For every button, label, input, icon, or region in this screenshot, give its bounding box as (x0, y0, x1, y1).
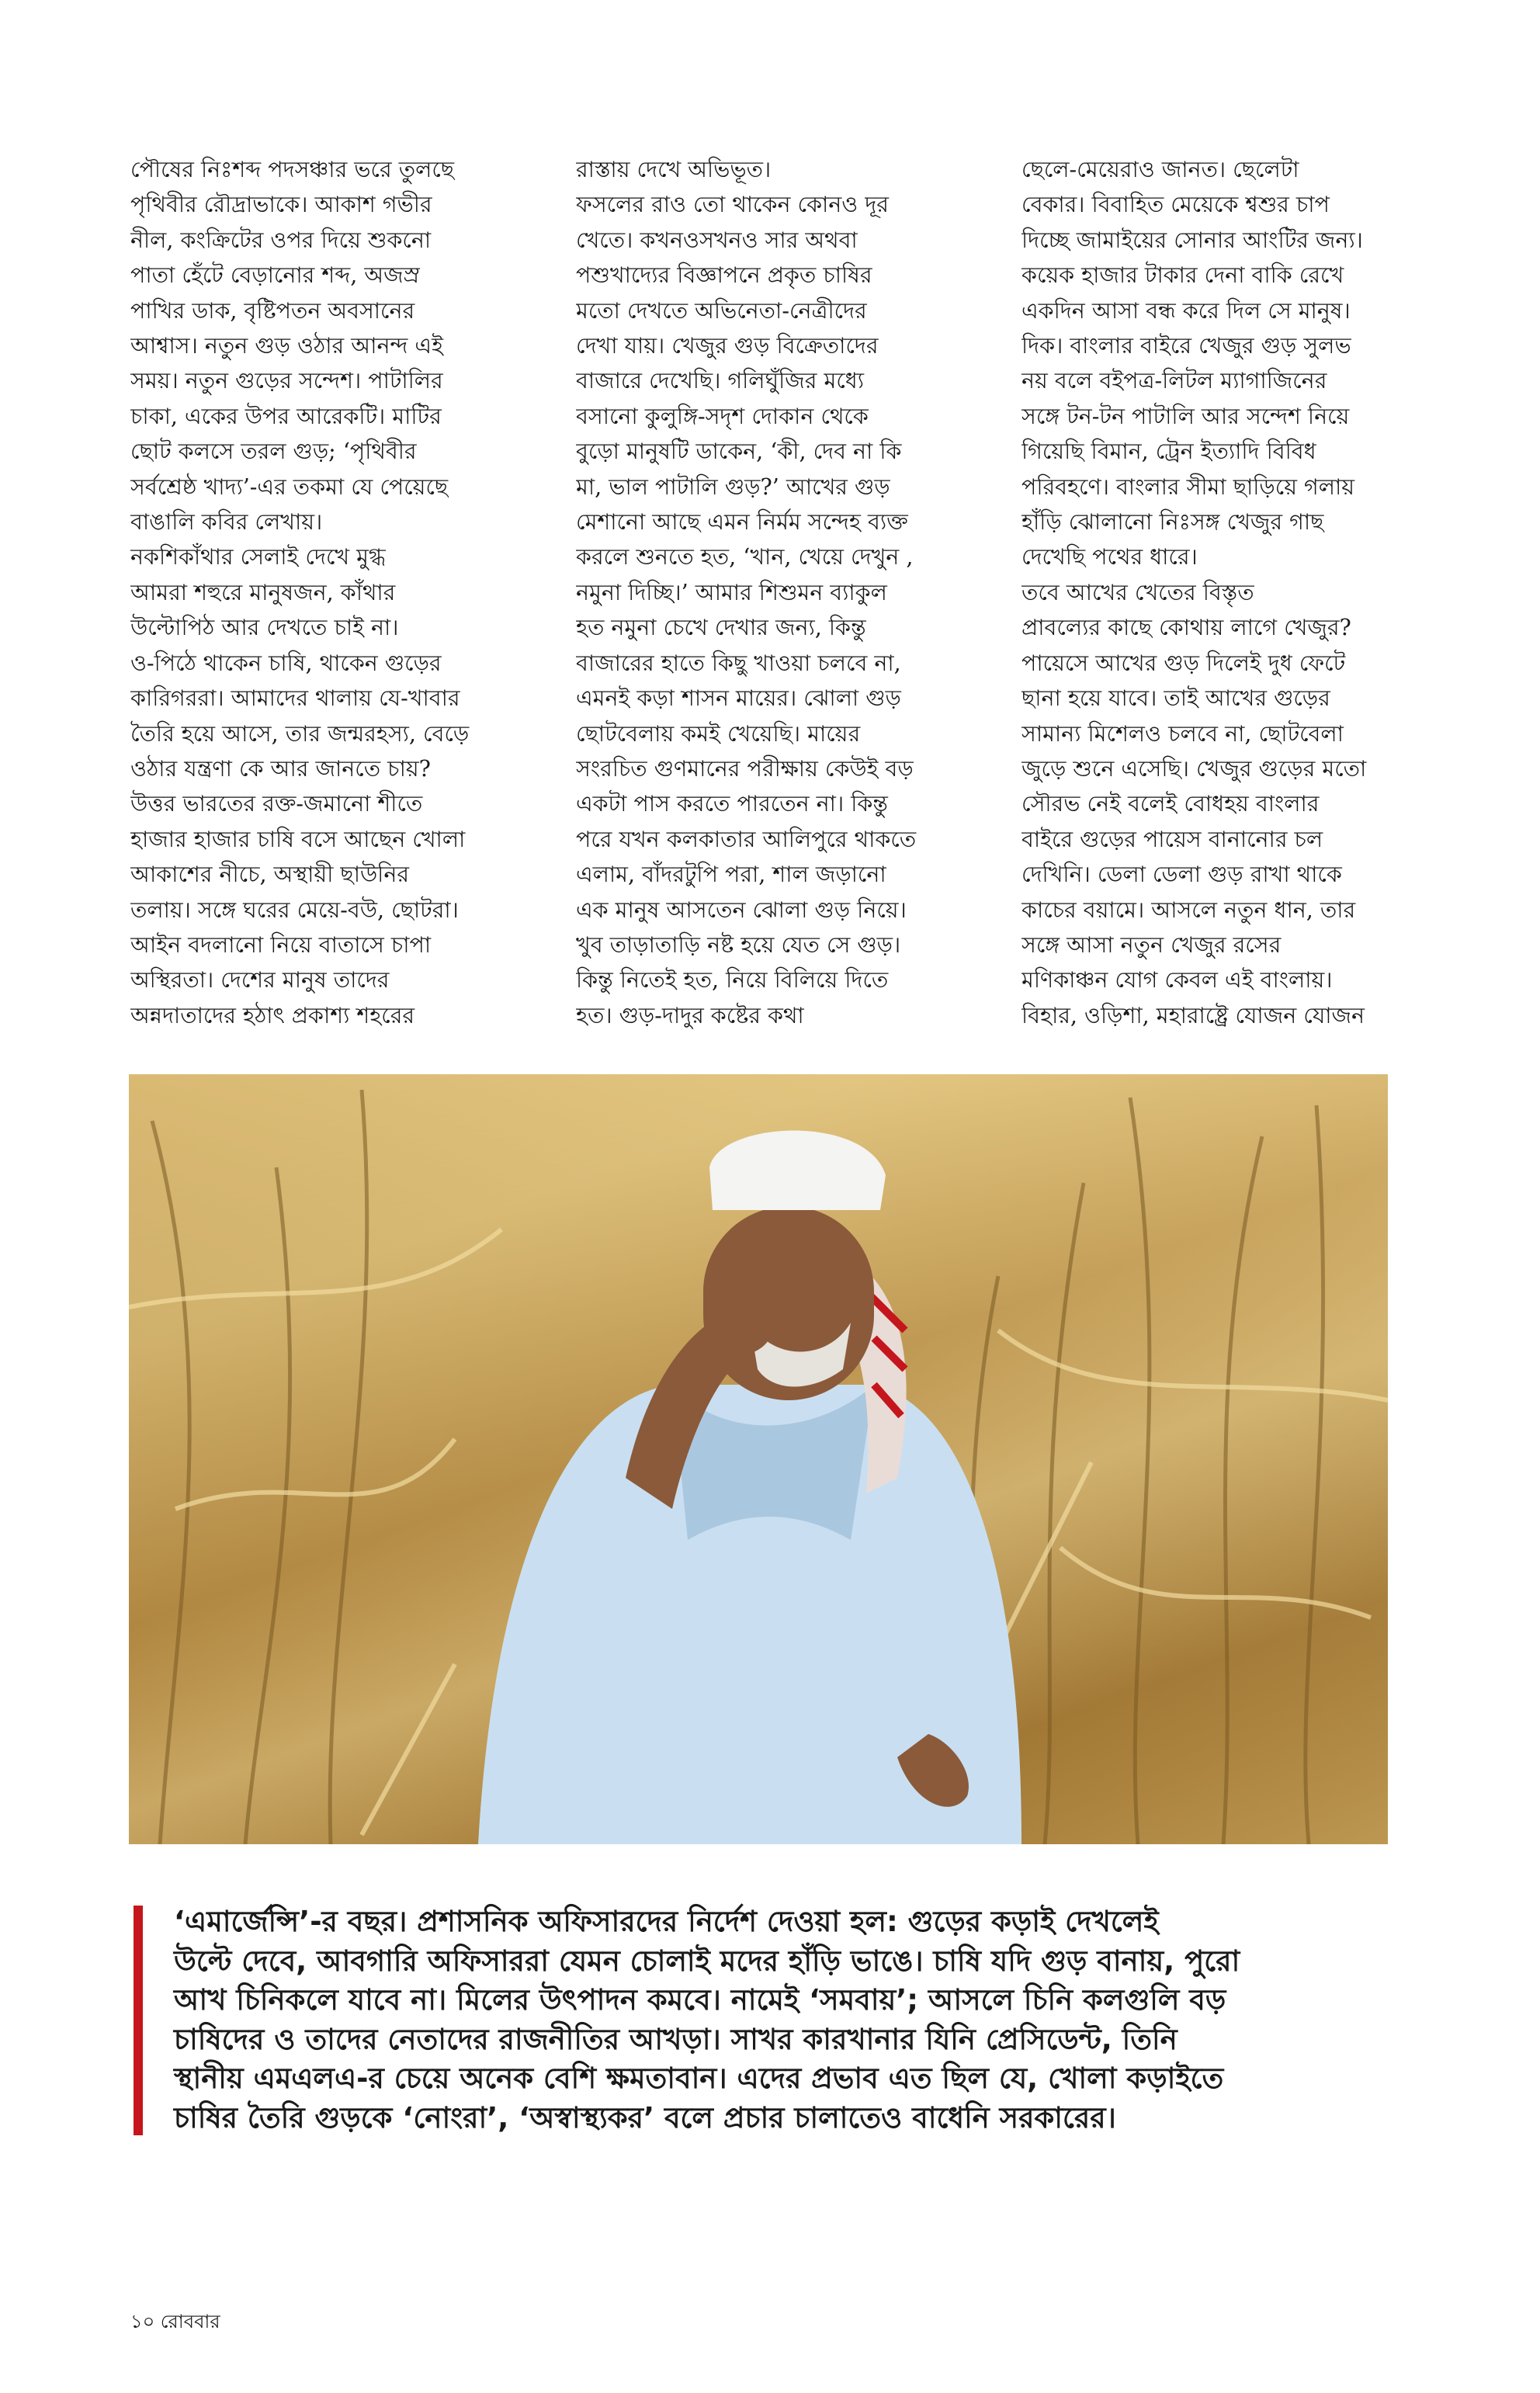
article-column-3 (1021, 152, 1410, 1037)
pull-quote-accent-bar (134, 1906, 143, 2135)
pull-quote-line: চাষিদের ও তাদের নেতাদের রাজনীতির আখড়া। সাখর কারখানার যিনি প্রেসিডেন্ট, তিনি (174, 2022, 1178, 2056)
column-1-line: ছোট কলসে তরল গুড়; ‘পৃথিবীর (130, 439, 417, 465)
column-1-line: ও-পিঠে থাকেন চাষি, থাকেন গুড়ের (130, 650, 442, 676)
column-3-line: সঙ্গে টন-টন পাটালি আর সন্দেশ নিয়ে (1021, 403, 1350, 429)
column-3-line: কাচের বয়ামে। আসলে নতুন ধান, তার (1021, 897, 1356, 923)
column-3-line: দিক। বাংলার বাইরে খেজুর গুড় সুলভ (1021, 333, 1351, 359)
column-3-line: তবে আখের খেতের বিস্তৃত (1021, 579, 1254, 605)
column-1-line: আইন বদলানো নিয়ে বাতাসে চাপা (130, 931, 432, 958)
column-3-line: কয়েক হাজার টাকার দেনা বাকি রেখে (1021, 262, 1344, 289)
column-1-line: পৃথিবীর রৌদ্রাভাকে। আকাশ গভীর (130, 192, 432, 218)
column-3-line: বাইরে গুড়ের পায়েস বানানোর চল (1021, 826, 1323, 852)
column-3-line: ছানা হয়ে যাবে। তাই আখের গুড়ের (1021, 685, 1330, 712)
column-3-line: জুড়ে শুনে এসেছি। খেজুর গুড়ের মতো (1021, 755, 1367, 782)
column-2-line: পরে যখন কলকাতার আলিপুরে থাকতে (576, 826, 917, 852)
column-2-line: বাজারের হাতে কিছু খাওয়া চলবে না, (576, 650, 901, 676)
column-1-line: পাতা হেঁটে বেড়ানোর শব্দ, অজস্র (130, 262, 420, 289)
pull-quote-line: আখ চিনিকলে যাবে না। মিলের উৎপাদন কমবে। নামেই ‘সমবায়’; আসলে চিনি কলগুলি বড় (174, 1983, 1226, 2017)
column-1-line: ওঠার যন্ত্রণা কে আর জানতে চায়? (130, 755, 431, 782)
pull-quote (134, 1906, 1406, 2138)
column-2-line: নমুনা দিচ্ছি।’ আমার শিশুমন ব্যাকুল (576, 579, 887, 605)
column-1-line: উত্তর ভারতের রক্ত-জমানো শীতে (130, 791, 423, 817)
column-2-line: মতো দেখতে অভিনেতা-নেত্রীদের (576, 297, 867, 324)
page-footer (130, 2309, 220, 2334)
column-1-line: নকশিকাঁথার সেলাই দেখে মুগ্ধ (130, 544, 386, 571)
column-3-line: গিয়েছি বিমান, ট্রেন ইত্যাদি বিবিধ (1021, 439, 1316, 465)
column-1-line: সময়। নতুন গুড়ের সন্দেশ। পাটালির (130, 368, 443, 394)
column-3-line: দিচ্ছে জামাইয়ের সোনার আংটির জন্য। (1021, 227, 1363, 253)
column-1-line: তলায়। সঙ্গে ঘরের মেয়ে-বউ, ছোটরা। (130, 897, 459, 923)
pull-quote-text (174, 1902, 1408, 2138)
column-2-line: একটা পাস করতে পারতেন না। কিন্তু (576, 791, 888, 817)
column-2-line: মা, ভাল পাটালি গুড়?’ আখের গুড় (576, 473, 890, 500)
column-3-line: বিহার, ওড়িশা, মহারাষ্ট্রে যোজন যোজন (1021, 1002, 1365, 1028)
column-3-line: বেকার। বিবাহিত মেয়েকে শ্বশুর চাপ (1021, 192, 1330, 218)
column-1-line: চাকা, একের উপর আরেকটি। মাটির (130, 403, 442, 429)
article-column-2 (576, 152, 964, 1037)
column-2-line: বসানো কুলুঙ্গি-সদৃশ দোকান থেকে (576, 403, 869, 429)
column-3-line: প্রাবল্যের কাছে কোথায় লাগে খেজুর? (1021, 615, 1351, 641)
column-2-line: খেতে। কখনওসখনও সার অথবা (576, 227, 858, 253)
column-2-line: এলাম, বাঁদরটুপি পরা, শাল জড়ানো (576, 862, 886, 888)
column-2-line: খুব তাড়াতাড়ি নষ্ট হয়ে যেত সে গুড়। (576, 931, 901, 958)
column-3-line: ছেলে-মেয়েরাও জানত। ছেলেটা (1021, 157, 1299, 182)
column-2-line: মেশানো আছে এমন নির্মম সন্দেহ ব্যক্ত (576, 509, 908, 536)
column-2-line: ফসলের রাও তো থাকেন কোনও দূর (576, 192, 889, 218)
column-2-line: রাস্তায় দেখে অভিভূত। (576, 157, 772, 182)
page-number-label: ১০ রোববার (130, 2311, 220, 2332)
column-2-line: সংরচিত গুণমানের পরীক্ষায় কেউই বড় (576, 755, 914, 782)
column-1-line: কারিগররা। আমাদের থালায় যে-খাবার (130, 685, 460, 712)
column-3-line: পায়েসে আখের গুড় দিলেই দুধ ফেটে (1021, 650, 1346, 676)
pull-quote-line: উল্টে দেবে, আবগারি অফিসাররা যেমন চোলাই মদের হাঁড়ি ভাঙে। চাষি যদি গুড় বানায়, পুরো (174, 1944, 1240, 1978)
pull-quote-line: স্থানীয় এমএলএ-র চেয়ে অনেক বেশি ক্ষমতাবান। এদের প্রভাব এত ছিল যে, খোলা কড়াইতে (174, 2062, 1224, 2095)
column-2-line: করলে শুনতে হত, ‘খান, খেয়ে দেখুন , (576, 544, 914, 571)
column-3-line: দেখেছি পথের ধারে। (1021, 544, 1198, 571)
column-2-line: হত নমুনা চেখে দেখার জন্য, কিন্তু (576, 615, 866, 641)
column-3-line: মণিকাঞ্চন যোগ কেবল এই বাংলায়। (1021, 967, 1333, 994)
column-2-line: বুড়ো মানুষটি ডাকেন, ‘কী, দেব না কি (576, 439, 902, 465)
column-1-line: হাজার হাজার চাষি বসে আছেন খোলা (130, 826, 466, 852)
column-2-line: এক মানুষ আসতেন ঝোলা গুড় নিয়ে। (576, 897, 907, 923)
column-1-line: পৌষের নিঃশব্দ পদসঞ্চার ভরে তুলছে (130, 157, 455, 182)
column-1-line: বাঙালি কবির লেখায়। (130, 509, 323, 536)
column-3-line: সঙ্গে আসা নতুন খেজুর রসের (1021, 931, 1282, 958)
column-1-line: নীল, কংক্রিটের ওপর দিয়ে শুকনো (130, 227, 432, 253)
column-1-line: সর্বশ্রেষ্ঠ খাদ্য’-এর তকমা যে পেয়েছে (130, 473, 449, 500)
farmer-in-field-illustration (129, 1074, 1388, 1844)
column-1-line: পাখির ডাক, বৃষ্টিপতন অবসানের (130, 297, 415, 324)
column-1-line: অস্থিরতা। দেশের মানুষ তাদের (130, 967, 390, 994)
article-column-1 (130, 152, 519, 1037)
column-3-line: নয় বলে বইপত্র-লিটল ম্যাগাজিনের (1021, 368, 1327, 394)
column-3-line: পরিবহণে। বাংলার সীমা ছাড়িয়ে গলায় (1021, 473, 1355, 500)
column-3-line: সামান্য মিশেলও চলবে না, ছোটবেলা (1021, 720, 1344, 747)
column-1-line: আমরা শহুরে মানুষজন, কাঁথার (130, 579, 396, 605)
column-1-line: আশ্বাস। নতুন গুড় ওঠার আনন্দ এই (130, 333, 443, 359)
column-1-line: তৈরি হয়ে আসে, তার জন্মরহস্য, বেড়ে (130, 720, 470, 747)
column-1-line: আকাশের নীচে, অস্থায়ী ছাউনির (130, 862, 410, 888)
column-3-line: সৌরভ নেই বলেই বোধহয় বাংলার (1021, 791, 1320, 817)
pull-quote-line: চাষির তৈরি গুড়কে ‘নোংরা’, ‘অস্বাস্থ্যকর’ বলে প্রচার চালাতেও বাধেনি সরকারের। (174, 2100, 1116, 2135)
column-1-line: উল্টোপিঠ আর দেখতে চাই না। (130, 615, 399, 641)
column-2-line: পশুখাদ্যের বিজ্ঞাপনে প্রকৃত চাষির (576, 262, 872, 289)
column-2-line: দেখা যায়। খেজুর গুড় বিক্রেতাদের (576, 333, 879, 359)
column-2-line: বাজারে দেখেছি। গলিঘুঁজির মধ্যে (576, 368, 865, 394)
column-2-line: ছোটবেলায় কমই খেয়েছি। মায়ের (576, 720, 861, 747)
column-2-line: কিন্তু নিতেই হত, নিয়ে বিলিয়ে দিতে (576, 967, 889, 994)
column-2-line: এমনই কড়া শাসন মায়ের। ঝোলা গুড় (576, 685, 901, 712)
column-3-line: একদিন আসা বন্ধ করে দিল সে মানুষ। (1021, 297, 1351, 324)
column-2-line: হত। গুড়-দাদুর কষ্টের কথা (576, 1002, 804, 1028)
column-1-line: অন্নদাতাদের হঠাৎ প্রকাশ্য শহরের (130, 1002, 415, 1028)
pull-quote-line: ‘এমার্জেন্সি’-র বছর। প্রশাসনিক অফিসারদের নির্দেশ দেওয়া হল: গুড়ের কড়াই দেখলেই (174, 1905, 1159, 1938)
column-3-line: হাঁড়ি ঝোলানো নিঃসঙ্গ খেজুর গাছ (1021, 509, 1324, 536)
farmer-photo (129, 1074, 1388, 1844)
column-3-line: দেখিনি। ডেলা ডেলা গুড় রাখা থাকে (1021, 862, 1342, 888)
